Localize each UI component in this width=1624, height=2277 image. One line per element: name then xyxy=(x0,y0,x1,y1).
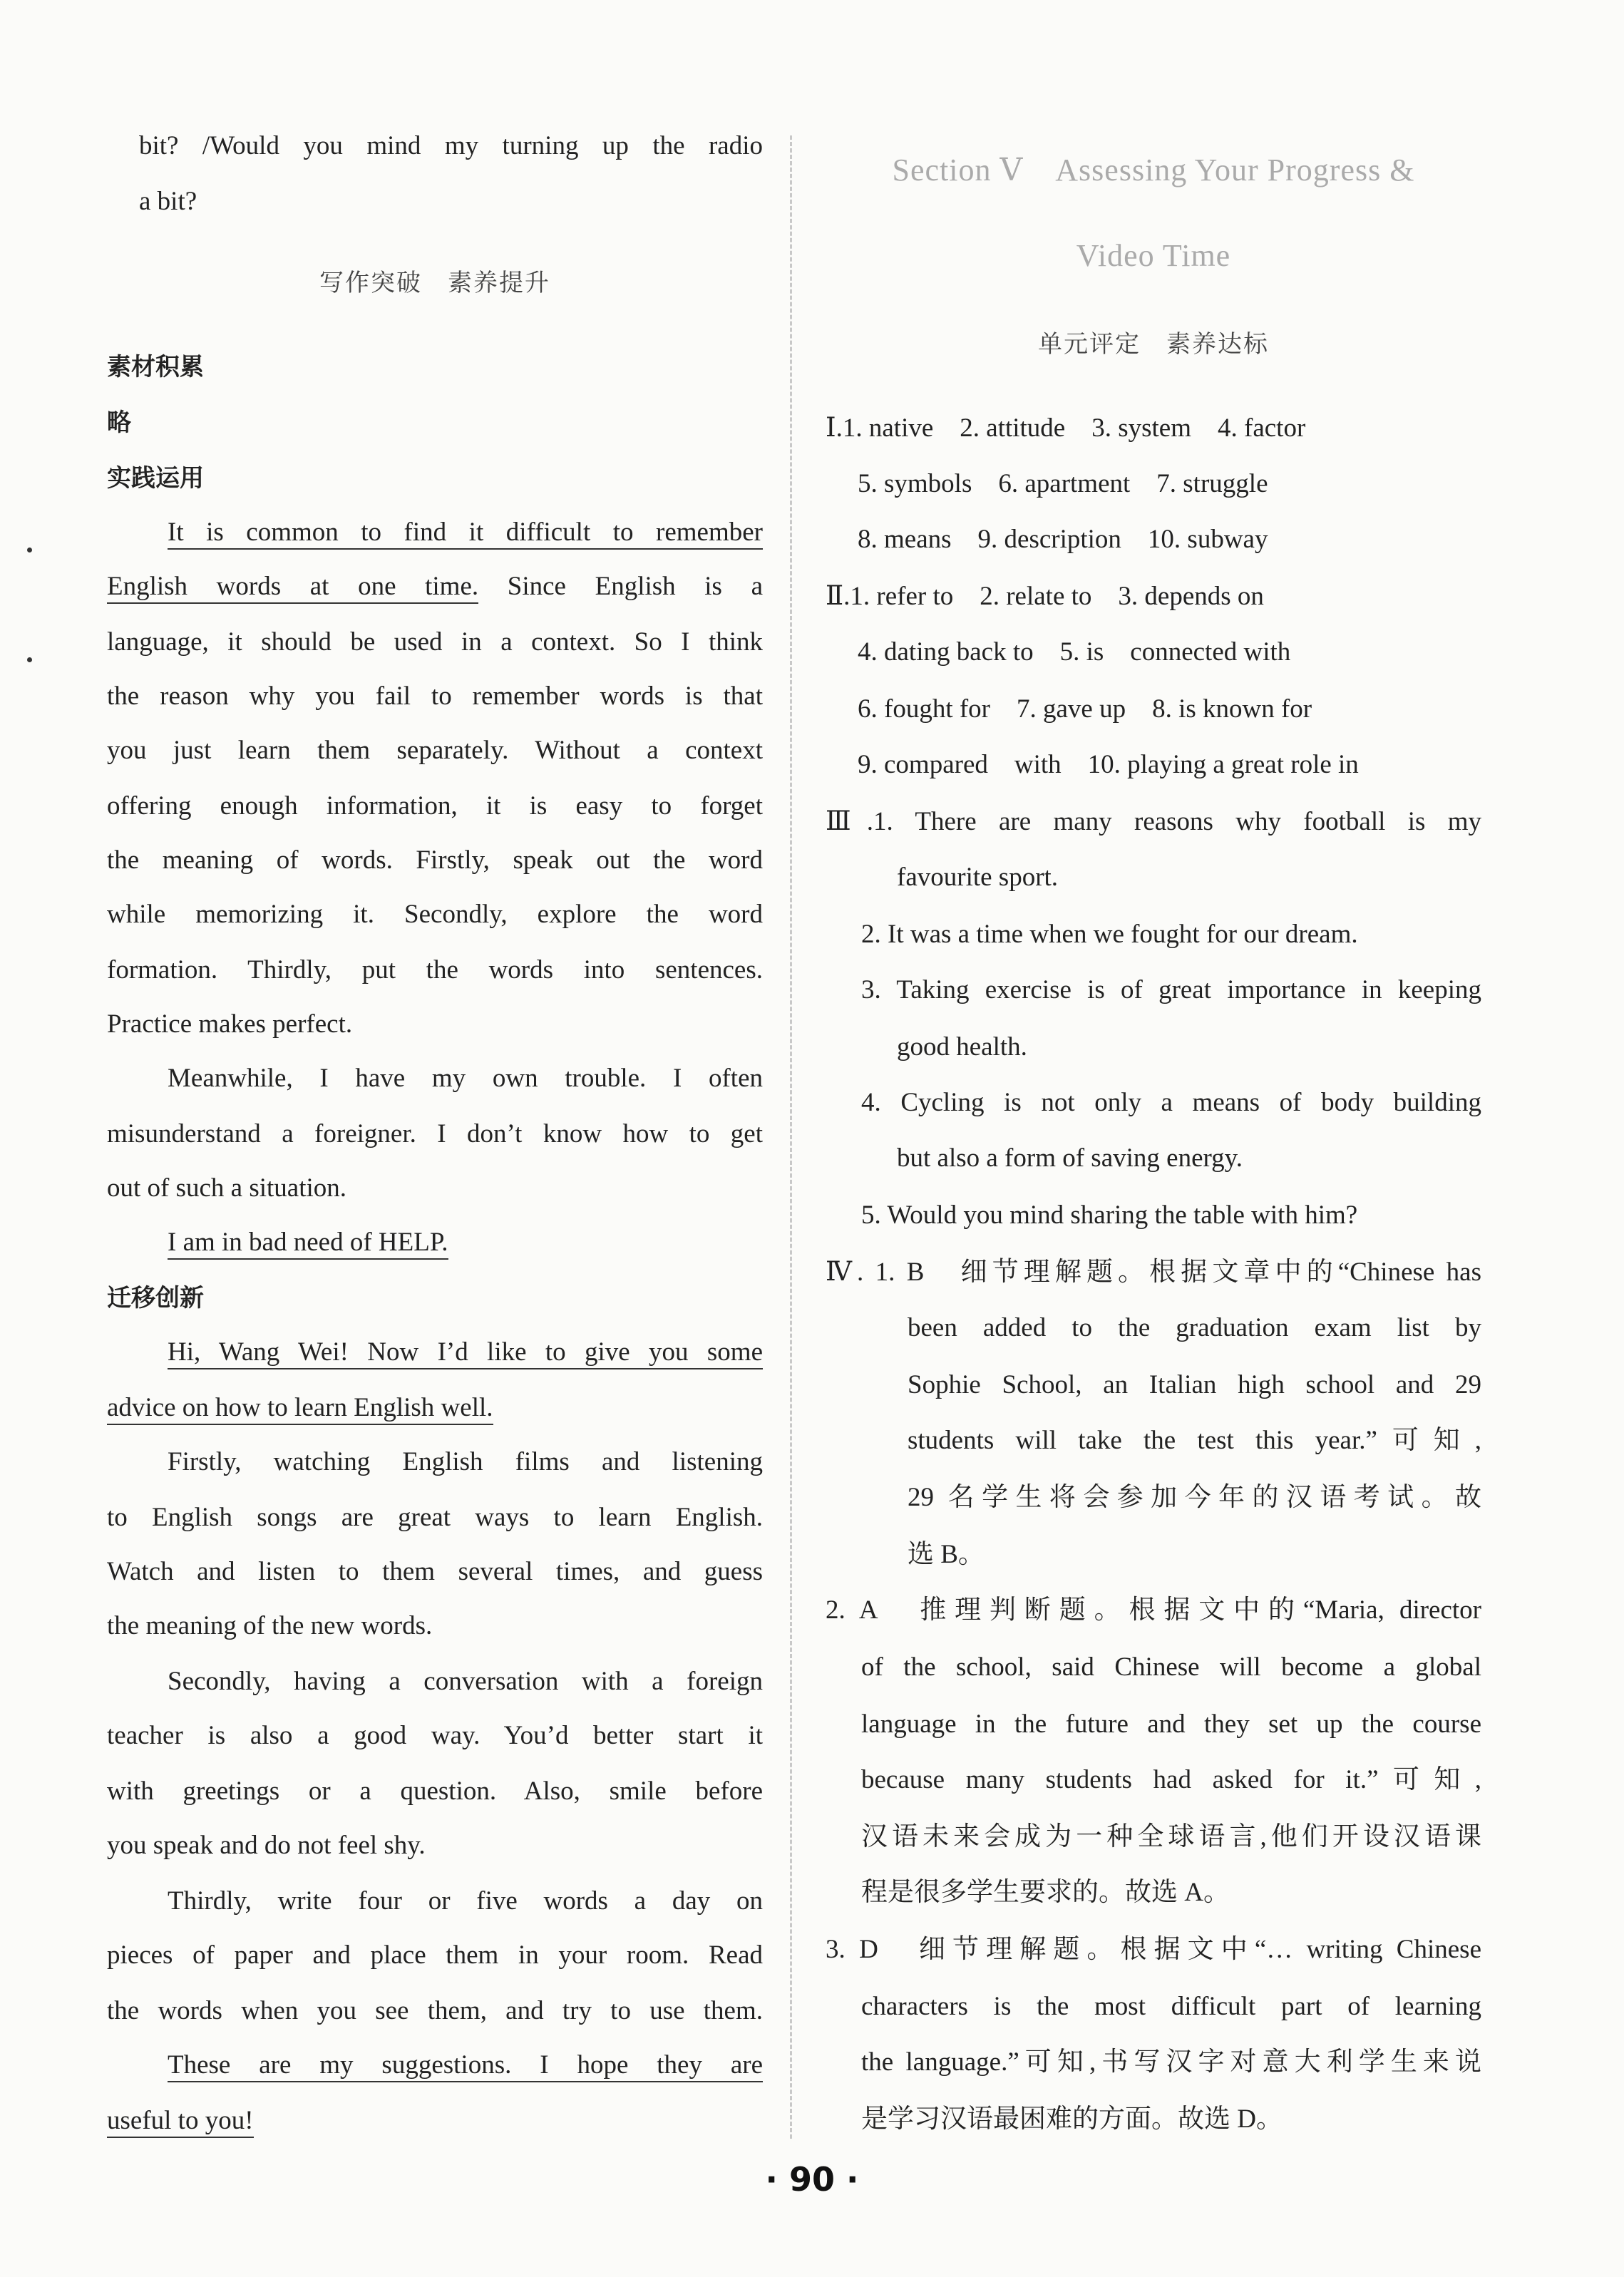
text-line: been added to the graduation exam list by xyxy=(908,1313,1481,1342)
text-line: 4. dating back to 5. is connected with xyxy=(858,637,1291,667)
text-line: the language.”可知,书写汉字对意大利学生来说 xyxy=(861,2047,1481,2077)
text-line: Secondly, having a conversation with a foreign xyxy=(168,1667,763,1696)
text-line: 5. symbols 6. apartment 7. struggle xyxy=(858,469,1268,498)
text-line: pieces of paper and place them in your room. Read xyxy=(107,1941,763,1970)
text-line: Meanwhile, I have my own trouble. I often xyxy=(168,1064,763,1093)
text-line: 3. Taking exercise is of great importance in keeping xyxy=(861,975,1481,1004)
text-line: because many students had asked for it.”可知, xyxy=(861,1765,1481,1794)
text-line: language, it should be used in a context. So I think xyxy=(107,627,763,657)
text-line: 2. It was a time when we fought for our dream. xyxy=(861,920,1358,949)
text-line: 3. D 细节理解题。根据文中“… writing Chinese xyxy=(826,1935,1481,1964)
text-line xyxy=(107,2103,254,2139)
section-subtitle: 写作突破 素养提升 xyxy=(319,269,550,297)
text-line: 汉语未来会成为一种全球语言,他们开设汉语课 xyxy=(861,1822,1481,1851)
text-line: 2. A 推理判断题。根据文中的“Maria, director xyxy=(826,1595,1481,1625)
text-line: Ⅲ.1. There are many reasons why football is my xyxy=(826,807,1481,836)
text-line xyxy=(107,1390,493,1426)
text-line: you just learn them separately. Without a context xyxy=(107,736,763,765)
column-divider xyxy=(790,135,792,2139)
text-line: misunderstand a foreigner. I don’t know how to get xyxy=(107,1119,763,1148)
text-segment: Since English is a xyxy=(478,572,763,601)
margin-dot xyxy=(27,657,32,662)
text-line: good health. xyxy=(897,1032,1027,1062)
section-subtitle: 单元评定 素养达标 xyxy=(1038,330,1269,359)
text-segment: English words at one time. xyxy=(107,572,478,604)
text-line: students will take the test this year.”可知, xyxy=(908,1426,1481,1455)
text-line: to English songs are great ways to learn English. xyxy=(107,1503,763,1532)
text-line: the meaning of the new words. xyxy=(107,1611,433,1640)
text-line: offering enough information, it is easy to forget xyxy=(107,791,763,821)
section-title: Video Time xyxy=(1076,238,1231,273)
underlined-text: useful to you! xyxy=(107,2106,254,2138)
text-line: 8. means 9. description 10. subway xyxy=(858,525,1268,554)
text-line: Ⅰ.1. native 2. attitude 3. system 4. factor xyxy=(826,413,1306,443)
block-heading: 略 xyxy=(107,408,131,437)
text-line: Ⅳ. 1. B 细节理解题。根据文章中的“Chinese has xyxy=(826,1258,1481,1287)
block-heading: 迁移创新 xyxy=(107,1284,204,1312)
underlined-text: Hi, Wang Wei! Now I’d like to give you some xyxy=(168,1337,763,1369)
text-line: language in the future and they set up the course xyxy=(861,1710,1481,1739)
text-line: out of such a situation. xyxy=(107,1173,347,1203)
underlined-text: advice on how to learn English well. xyxy=(107,1393,493,1425)
text-line: you speak and do not feel shy. xyxy=(107,1831,426,1860)
underlined-text: I am in bad need of HELP. xyxy=(168,1228,448,1260)
block-heading: 素材积累 xyxy=(107,353,204,381)
text-line: but also a form of saving energy. xyxy=(897,1143,1243,1173)
text-line: 9. compared with 10. playing a great role in xyxy=(858,750,1359,779)
text-line: the meaning of words. Firstly, speak out the word xyxy=(107,845,763,875)
text-line: formation. Thirdly, put the words into sentences. xyxy=(107,955,763,985)
underlined-text: It is common to find it difficult to remember xyxy=(168,518,763,550)
text-line xyxy=(168,1335,763,1370)
text-line: with greetings or a question. Also, smile before xyxy=(107,1777,763,1806)
text-line: 选 B。 xyxy=(908,1540,985,1569)
underlined-text: These are my suggestions. I hope they are xyxy=(168,2050,763,2082)
margin-dot xyxy=(27,548,32,552)
text-line: 是学习汉语最困难的方面。故选 D。 xyxy=(861,2104,1283,2134)
text-line: while memorizing it. Secondly, explore the word xyxy=(107,900,763,929)
text-line xyxy=(168,1225,448,1260)
text-line: Ⅱ.1. refer to 2. relate to 3. depends on xyxy=(826,582,1264,611)
text-line: Firstly, watching English films and listening xyxy=(168,1447,763,1476)
text-line: bit? /Would you mind my turning up the radio xyxy=(139,131,763,160)
text-line: Sophie School, an Italian high school and 29 xyxy=(908,1370,1481,1399)
text-line: characters is the most difficult part of learning xyxy=(861,1992,1481,2021)
text-line: teacher is also a good way. You’d better start it xyxy=(107,1721,763,1750)
page-number: · 90 · xyxy=(765,2160,859,2199)
text-line: Watch and listen to them several times, and guess xyxy=(107,1557,763,1586)
text-line xyxy=(168,2047,763,2083)
text-line: Thirdly, write four or five words a day on xyxy=(168,1886,763,1916)
text-line xyxy=(107,569,763,605)
text-line: of the school, said Chinese will become a global xyxy=(861,1653,1481,1682)
text-line: the words when you see them, and try to use them. xyxy=(107,1996,763,2025)
text-line: 29 名学生将会参加今年的汉语考试。故 xyxy=(908,1483,1481,1512)
section-title: Section Ⅴ Assessing Your Progress & xyxy=(892,153,1415,187)
text-line: 6. fought for 7. gave up 8. is known for xyxy=(858,694,1312,724)
text-line: 程是很多学生要求的。故选 A。 xyxy=(861,1878,1230,1907)
block-heading: 实践运用 xyxy=(107,464,204,493)
text-line: Practice makes perfect. xyxy=(107,1009,353,1039)
text-line: 5. Would you mind sharing the table with him? xyxy=(861,1201,1358,1230)
text-line: 4. Cycling is not only a means of body building xyxy=(861,1088,1481,1117)
text-line: favourite sport. xyxy=(897,863,1059,892)
text-line: a bit? xyxy=(139,187,197,216)
text-line xyxy=(168,515,763,550)
text-line: the reason why you fail to remember words is that xyxy=(107,682,763,711)
